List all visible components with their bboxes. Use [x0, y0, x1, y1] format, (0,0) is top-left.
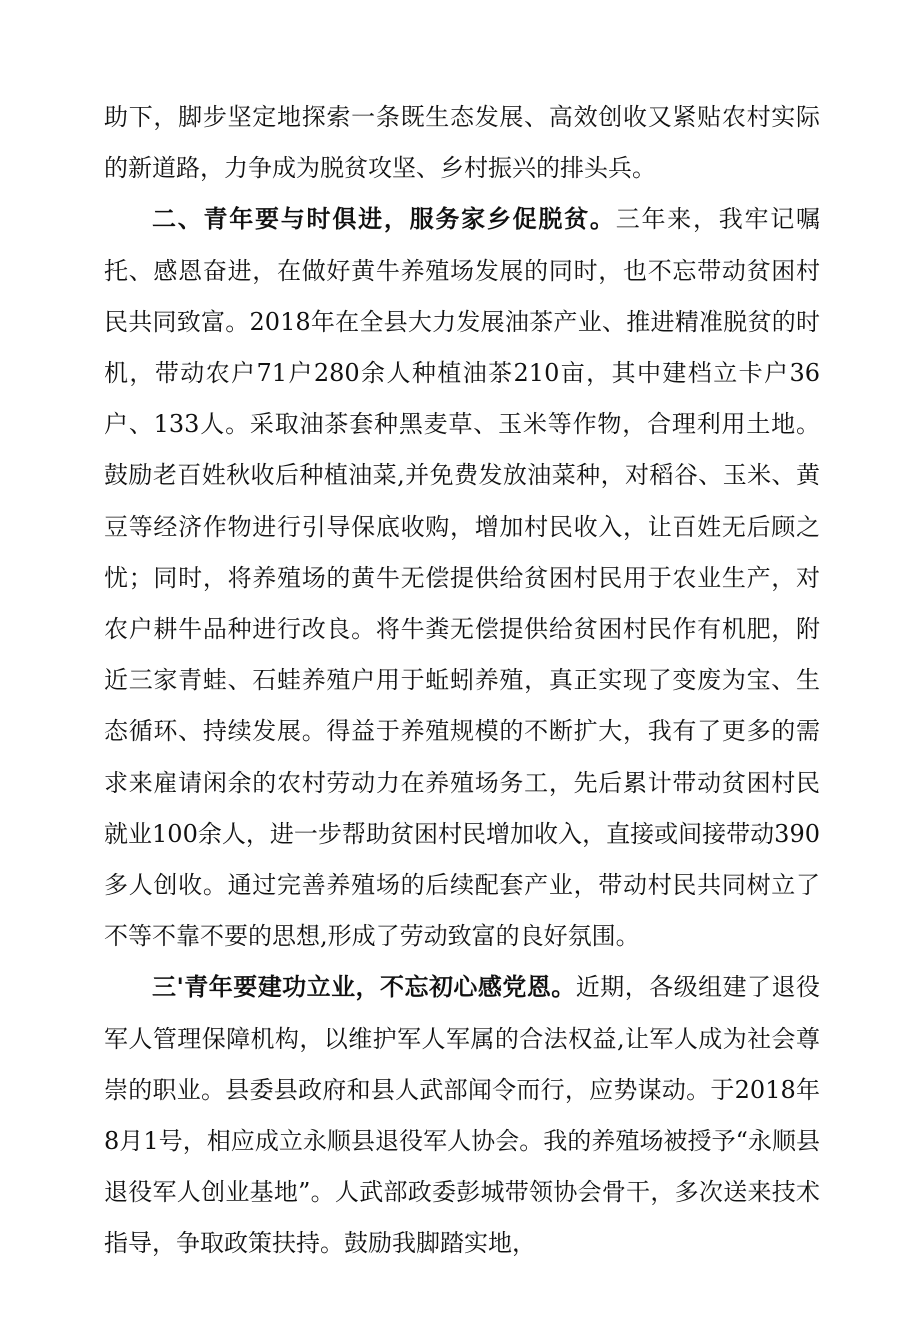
section-heading-two: 二、青年要与时俱进，服务家乡促脱贫。 — [152, 205, 616, 234]
paragraph-body: 三年来，我牢记嘱托、感恩奋进，在做好黄牛养殖场发展的同时，也不忘带动贫困村民共同致富。2018年在全县大力发展油茶产业、推进精准脱贫的时机，带动农户71户280余人种植油茶210亩，其中建档立卡户36户、133人。采取油茶套种黑麦草、玉米等作物，合理利用土地。鼓励老百姓秋收后种植油菜,并免费发放油菜种，对稻谷、玉米、黄豆等经济作物进行引导保底收购，增加村民收入，让百姓无后顾之忧；同时，将养殖场的黄牛无偿提供给贫困村民用于农业生产，对农户耕牛品种进行改良。将牛粪无偿提供给贫困村民作有机肥，附近三家青蛙、石蛙养殖户用于蚯蚓养殖，真正实现了变废为宝、生态循环、持续发展。得益于养殖规模的不断扩大，我有了更多的需求来雇请闲余的农村劳动力在养殖场务工，先后累计带动贫困村民就业100余人，进一步帮助贫困村民增加收入，直接或间接带动390多人创收。通过完善养殖场的后续配套产业，带动村民共同树立了不等不靠不要的思想,形成了劳动致富的良好氛围。 — [104, 205, 821, 951]
body-text — [104, 92, 820, 1270]
paragraph-body: 助下，脚步坚定地探索一条既生态发展、高效创收又紧贴农村实际的新道路，力争成为脱贫攻坚、乡村振兴的排头兵。 — [104, 103, 820, 183]
paragraph-section-two — [104, 194, 820, 962]
paragraph-section-three — [104, 962, 820, 1269]
paragraph-continuation — [104, 92, 820, 194]
paragraph-body: 近期，各级组建了退役军人管理保障机构，以维护军人军属的合法权益,让军人成为社会尊崇的职业。县委县政府和县人武部闻令而行，应势谋动。于2018年8月1号，相应成立永顺县退役军人协会。我的养殖场被授予“永顺县退役军人创业基地”。人武部政委彭城带领协会骨干，多次送来技术指导，争取政策扶持。鼓励我脚踏实地， — [104, 973, 820, 1258]
section-heading-three: 三'青年要建功立业，不忘初心感党恩。 — [152, 973, 576, 1002]
